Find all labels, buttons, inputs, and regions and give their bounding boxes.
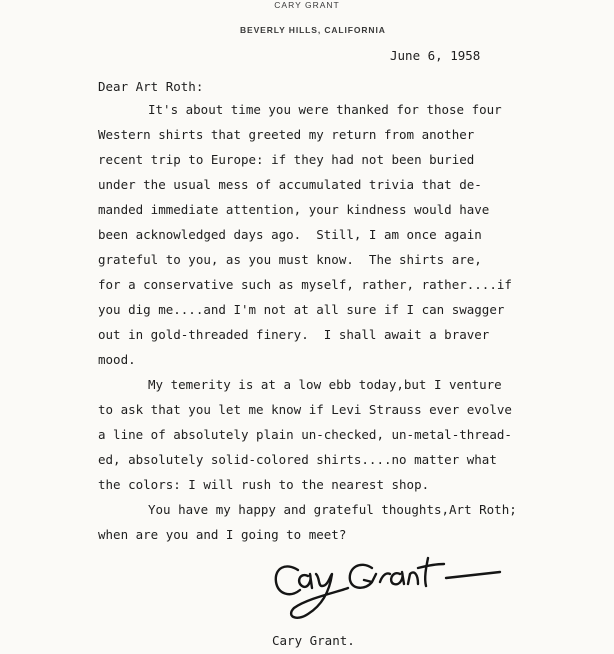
body-line: a line of absolutely plain un-checked, un-metal-thread-	[98, 427, 512, 442]
body-line: You have my happy and grateful thoughts,Art Roth;	[148, 502, 517, 517]
body-line: ed, absolutely solid-colored shirts....no matter what	[98, 452, 497, 467]
body-line: for a conservative such as myself, rather, rather....if	[98, 277, 512, 292]
body-line: mood.	[98, 352, 136, 367]
body-line: My temerity is at a low ebb today,but I venture	[148, 377, 502, 392]
letterhead-name: CARY GRANT	[274, 0, 340, 10]
body-line: Western shirts that greeted my return from another	[98, 127, 475, 142]
body-line: you dig me....and I'm not at all sure if I can swagger	[98, 302, 505, 317]
body-line: out in gold-threaded finery. I shall await a braver	[98, 327, 490, 342]
salutation: Dear Art Roth:	[98, 79, 204, 94]
body-line: under the usual mess of accumulated trivia that de-	[98, 177, 482, 192]
body-line: to ask that you let me know if Levi Strauss ever evolve	[98, 402, 512, 417]
body-line: when are you and I going to meet?	[98, 527, 347, 542]
body-line: manded immediate attention, your kindness would have	[98, 202, 490, 217]
body-line: recent trip to Europe: if they had not been buried	[98, 152, 475, 167]
handwritten-signature	[268, 548, 518, 628]
body-line: grateful to you, as you must know. The shirts are,	[98, 252, 482, 267]
letter-date: June 6, 1958	[390, 48, 481, 63]
body-line: been acknowledged days ago. Still, I am once again	[98, 227, 482, 242]
closing-name: Cary Grant.	[272, 633, 355, 648]
body-line: It's about time you were thanked for those four	[148, 102, 502, 117]
letterhead-city: BEVERLY HILLS, CALIFORNIA	[240, 25, 386, 35]
body-line: the colors: I will rush to the nearest shop.	[98, 477, 430, 492]
